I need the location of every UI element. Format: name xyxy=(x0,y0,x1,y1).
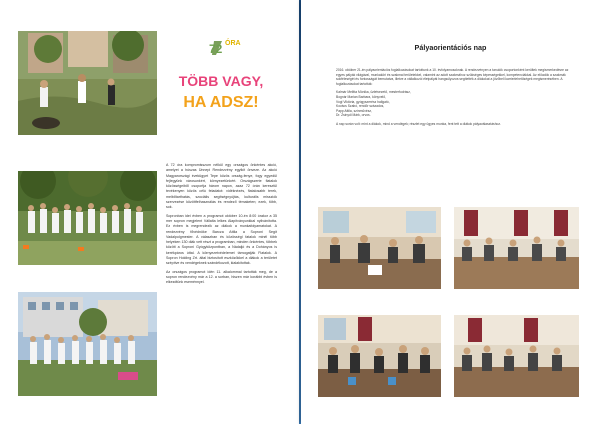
right-page xyxy=(301,0,600,424)
right-intro: 2016. október 21-én pályaorientációs foglalkozásokat tartottunk a 10. évfolyamosoknak. A rendezvényen a tanulók csoportonként kerültek megismerkedésre az egyes pályák világával, munkaköri és szakmai területekkel, valamint az adott szakmához szükséges képességekkel, kompetenciákkal. Az előadók a szakmák sokféleségét és fontosságát bemutatva, illetve a vállalkozói életpályát hangsúlyozva segítették a diákokat a jövőbeli karrierlehetőségek megismerésében. A foglalkozásokat tartották: xyxy=(336,68,569,86)
presenter-item: Dr. Zsinydi Márk, orvos. xyxy=(336,113,371,118)
presenter-item: Kovács Szabó, rendőr százados, xyxy=(336,104,385,109)
left-paragraph-3: Az országos programot idén 11. alkalommal tartották meg, de a sopron rendezvény már a 12. a sorban, hiszen már korábbi évben is elkezdtünk eseménnyel. xyxy=(166,269,277,285)
left-page xyxy=(0,0,299,424)
logo-slogan-line1: TÖBB VAGY, xyxy=(178,73,264,89)
photo-students-building xyxy=(18,292,157,396)
photo-volunteers-park xyxy=(18,31,157,135)
photo-students-group-park xyxy=(18,171,157,265)
presenter-item: Bognár Marian Barbara, könyvelő, xyxy=(336,94,387,99)
logo-word: ÓRA xyxy=(225,40,241,47)
logo-number: 72 xyxy=(209,42,223,56)
photo-classroom-3 xyxy=(318,315,441,397)
logo-slogan-line2: HA ADSZ! xyxy=(183,94,259,111)
right-article-text xyxy=(336,68,571,131)
presenter-item: Papp Attila, színművész, xyxy=(336,108,372,113)
photo-classroom-4 xyxy=(454,315,579,397)
left-paragraph-1: A 72 óra kompromisszum nélkül egy országos önkéntes akció, amelyet a húszas Ünnepi Rendezvény egyikít önveze. Az akció Magyarországi évekügyet Tepe közös ország-fenye, fogy egyedül fejlegyünk városunkért, környezetünkért. Országszerte fiatalok közösségeiből csoportja három napon, azaz 72 órán keresztül tevékenyen közös célú feladatot: vidéknézés, fiatalosabb terek, melbőtarthatás, szociális segítségnyújtás, kulturális missziók szervezése közöttfelhasználás és rendező témaketen; ezek, több, sok. xyxy=(166,163,277,210)
right-closing: A nap során volt: mint a diákok, mind a vendégek; részlet egy ügyes munka, fent tett a diákok pályaválasztáshoz. xyxy=(336,121,501,126)
photo-classroom-2 xyxy=(454,207,579,289)
72-ora-logo xyxy=(167,31,275,135)
page-title: Pályaorientációs nap xyxy=(414,43,487,52)
left-paragraph-2: Sopronban idei évben a programot október 10-én 8:00 órakor a 35 mer sopron megjelent Vállalta lelkes Alapítványunkkal nyilvánította. Ez évben is megrendezik az diákok a munkafolyamatokat. A rendezvény fővédnöke Barcza Attila a Soproni Segít Vadalpolgmester. A válaszban és közösségi fatalok minél több helyeken 130 diák vett részt a programban, minden önkéntes, többek között a Soproni Gyógyközpontban, a Nádaljó és a Dohányos is kerékpáros úttal. A környezetvédelemet támogatják Fiatalok. A Sopron Holding Zrt. által biztosított eszközökkel a diákok a területet szépítve és vendégeknek szándékozott, kialakítottak. xyxy=(166,213,277,266)
presenter-item: Vogl Viktória, gyógyszerész hallgató, xyxy=(336,99,390,104)
presenter-list xyxy=(336,90,571,118)
presenter-item: Kalmár Melitta Mónika, üzletvezető, mesterfodrász, xyxy=(336,90,411,95)
left-article-text xyxy=(166,163,277,289)
photo-classroom-1 xyxy=(318,207,441,289)
